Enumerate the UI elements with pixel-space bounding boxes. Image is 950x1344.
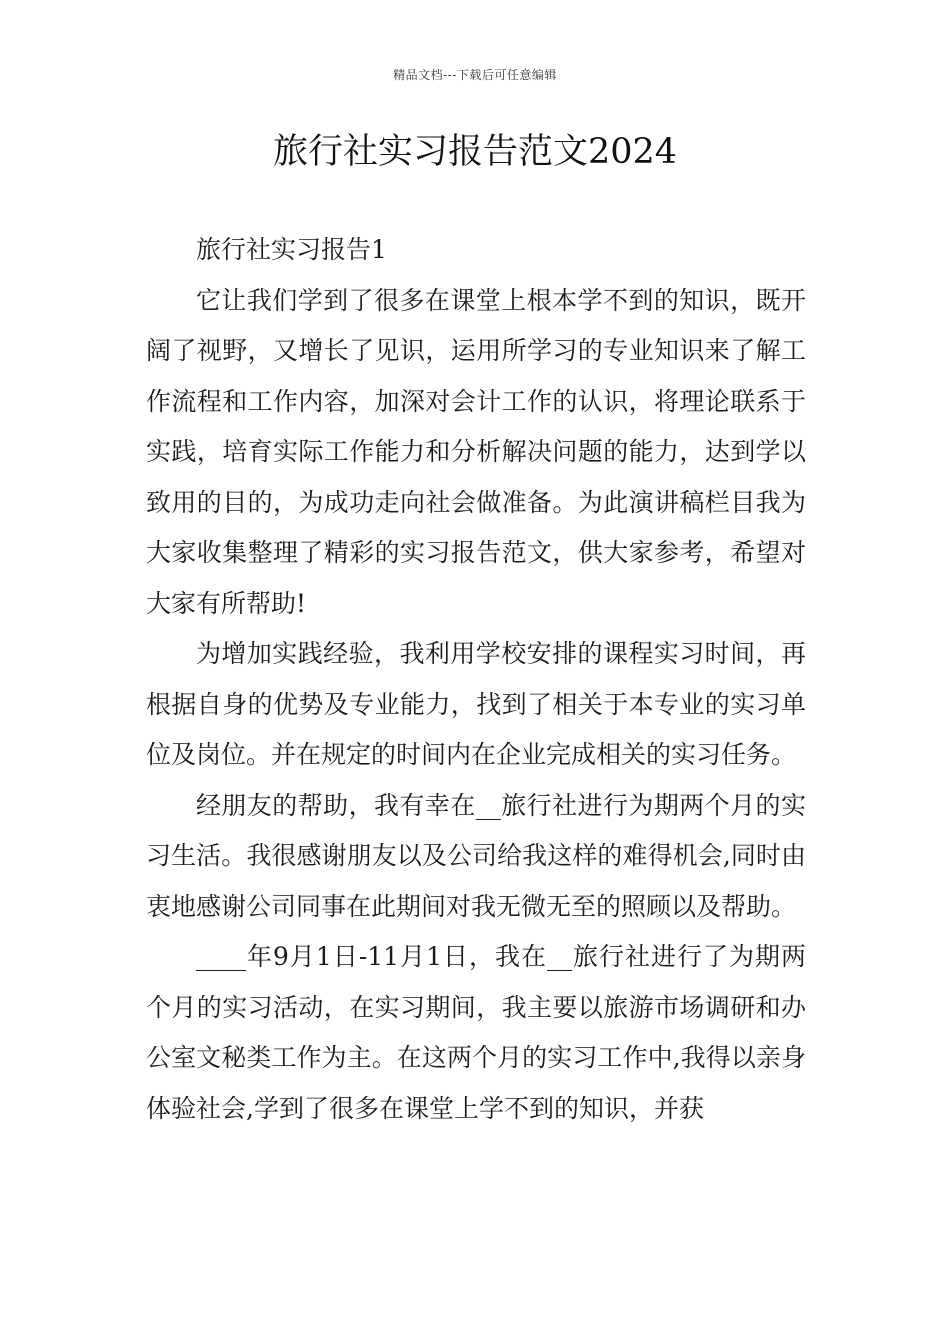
paragraph: 经朋友的帮助，我有幸在__旅行社进行为期两个月的实习生活。我很感谢朋友以及公司给我这样的难得机会,同时由衷地感谢公司同事在此期间对我无微无至的照顾以及帮助。 xyxy=(146,790,806,921)
header-note: 精品文档---下载后可任意编辑 xyxy=(393,68,557,82)
document-title: 旅行社实习报告范文2024 xyxy=(272,132,678,172)
paragraph: ____年9月1日-11月1日，我在__旅行社进行了为期两个月的实习活动，在实习期间，我主要以旅游市场调研和办公室文秘类工作为主。在这两个月的实习工作中,我得以亲身体验社会,学到了很多在课堂上学不到的知识，并获 xyxy=(146,942,806,1123)
paragraph: 它让我们学到了很多在课堂上根本学不到的知识，既开阔了视野，又增长了见识，运用所学习的专业知识来了解工作流程和工作内容，加深对会计工作的认识，将理论联系于实践，培育实际工作能力和分析解决问题的能力，达到学以致用的目的，为成功走向社会做准备。为此演讲稿栏目我为大家收集整理了精彩的实习报告范文，供大家参考，希望对大家有所帮助! xyxy=(146,285,806,618)
paragraph: 为增加实践经验，我利用学校安排的课程实习时间，再根据自身的优势及专业能力，找到了相关于本专业的实习单位及岗位。并在规定的时间内在企业完成相关的实习任务。 xyxy=(146,639,806,769)
section-heading: 旅行社实习报告1 xyxy=(196,235,387,264)
document-body xyxy=(146,225,806,1134)
